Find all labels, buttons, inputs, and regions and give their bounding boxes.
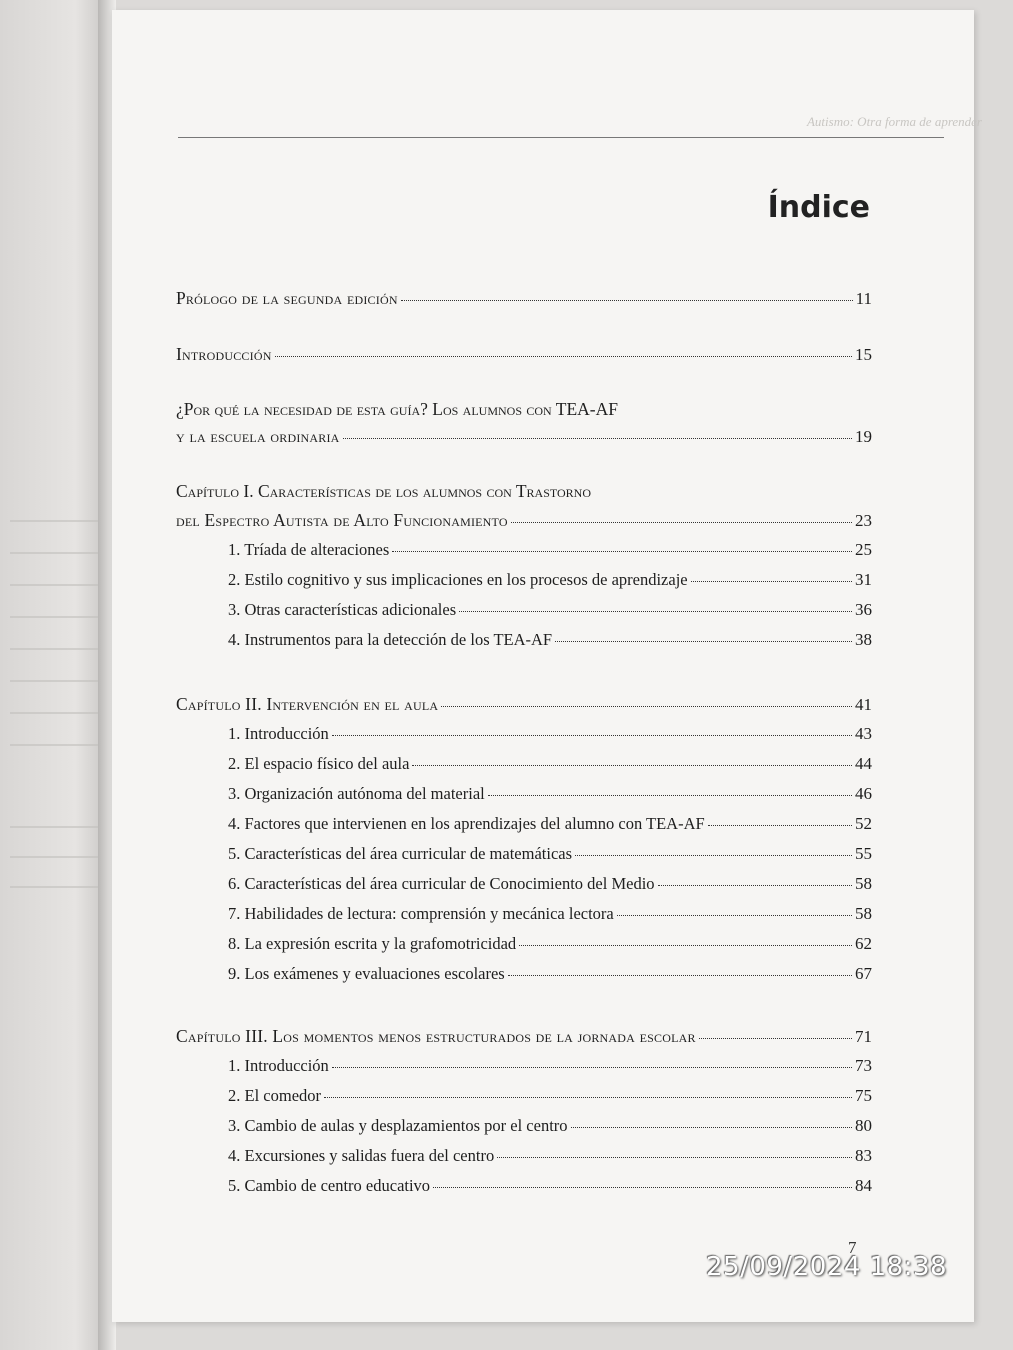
toc-subentry: 3. Organización autónoma del material 46 bbox=[228, 784, 872, 803]
header-rule bbox=[178, 137, 944, 138]
toc-subentry: 3. Otras características adicionales 36 bbox=[228, 600, 872, 619]
toc-subentry: 2. Estilo cognitivo y sus implicaciones en los procesos de aprendizaje 31 bbox=[228, 570, 872, 589]
toc-subentry: 7. Habilidades de lectura: comprensión y mecánica lectora 58 bbox=[228, 904, 872, 923]
page-title: Índice bbox=[767, 190, 870, 225]
page-number: 7 bbox=[848, 1238, 857, 1257]
toc-entry: del Espectro Autista de Alto Funcionamiento 23 bbox=[176, 510, 872, 530]
toc-entry: Capítulo III. Los momentos menos estructurados de la jornada escolar 71 bbox=[176, 1026, 872, 1046]
toc-subentry: 3. Cambio de aulas y desplazamientos por el centro 80 bbox=[228, 1116, 872, 1135]
photo-timestamp: 25/09/2024 18:38 bbox=[706, 1252, 948, 1282]
toc-subentry: 2. El comedor 75 bbox=[228, 1086, 872, 1105]
toc-entry: y la escuela ordinaria 19 bbox=[176, 426, 872, 446]
toc-subentry: 4. Factores que intervienen en los aprendizajes del alumno con TEA-AF 52 bbox=[228, 814, 872, 833]
toc-entry-line1: Capítulo I. Características de los alumnos con Trastorno bbox=[176, 481, 592, 501]
toc-subentry: 9. Los exámenes y evaluaciones escolares 67 bbox=[228, 964, 872, 983]
running-head: Autismo: Otra forma de aprender bbox=[806, 114, 982, 129]
toc-subentry: 4. Instrumentos para la detección de los TEA-AF 38 bbox=[228, 630, 872, 649]
toc-subentry: 1. Introducción 43 bbox=[228, 724, 872, 743]
toc-entry: Prólogo de la segunda edición 11 bbox=[176, 288, 872, 308]
toc-entry: Capítulo II. Intervención en el aula 41 bbox=[176, 694, 872, 714]
toc-subentry: 5. Cambio de centro educativo 84 bbox=[228, 1176, 872, 1195]
toc-subentry: 1. Tríada de alteraciones 25 bbox=[228, 540, 872, 559]
toc-subentry: 5. Características del área curricular de matemáticas 55 bbox=[228, 844, 872, 863]
toc-entry-line1: ¿Por qué la necesidad de esta guía? Los alumnos con TEA-AF bbox=[176, 399, 618, 419]
toc-subentry: 4. Excursiones y salidas fuera del centro 83 bbox=[228, 1146, 872, 1165]
toc-subentry: 1. Introducción 73 bbox=[228, 1056, 872, 1075]
book-page bbox=[112, 10, 982, 1322]
toc-subentry: 2. El espacio físico del aula 44 bbox=[228, 754, 872, 773]
toc-subentry: 6. Características del área curricular de Conocimiento del Medio 58 bbox=[228, 874, 872, 893]
toc-entry: Introducción 15 bbox=[176, 344, 872, 364]
toc-subentry: 8. La expresión escrita y la grafomotricidad 62 bbox=[228, 934, 872, 953]
previous-page-edge bbox=[0, 0, 108, 1350]
